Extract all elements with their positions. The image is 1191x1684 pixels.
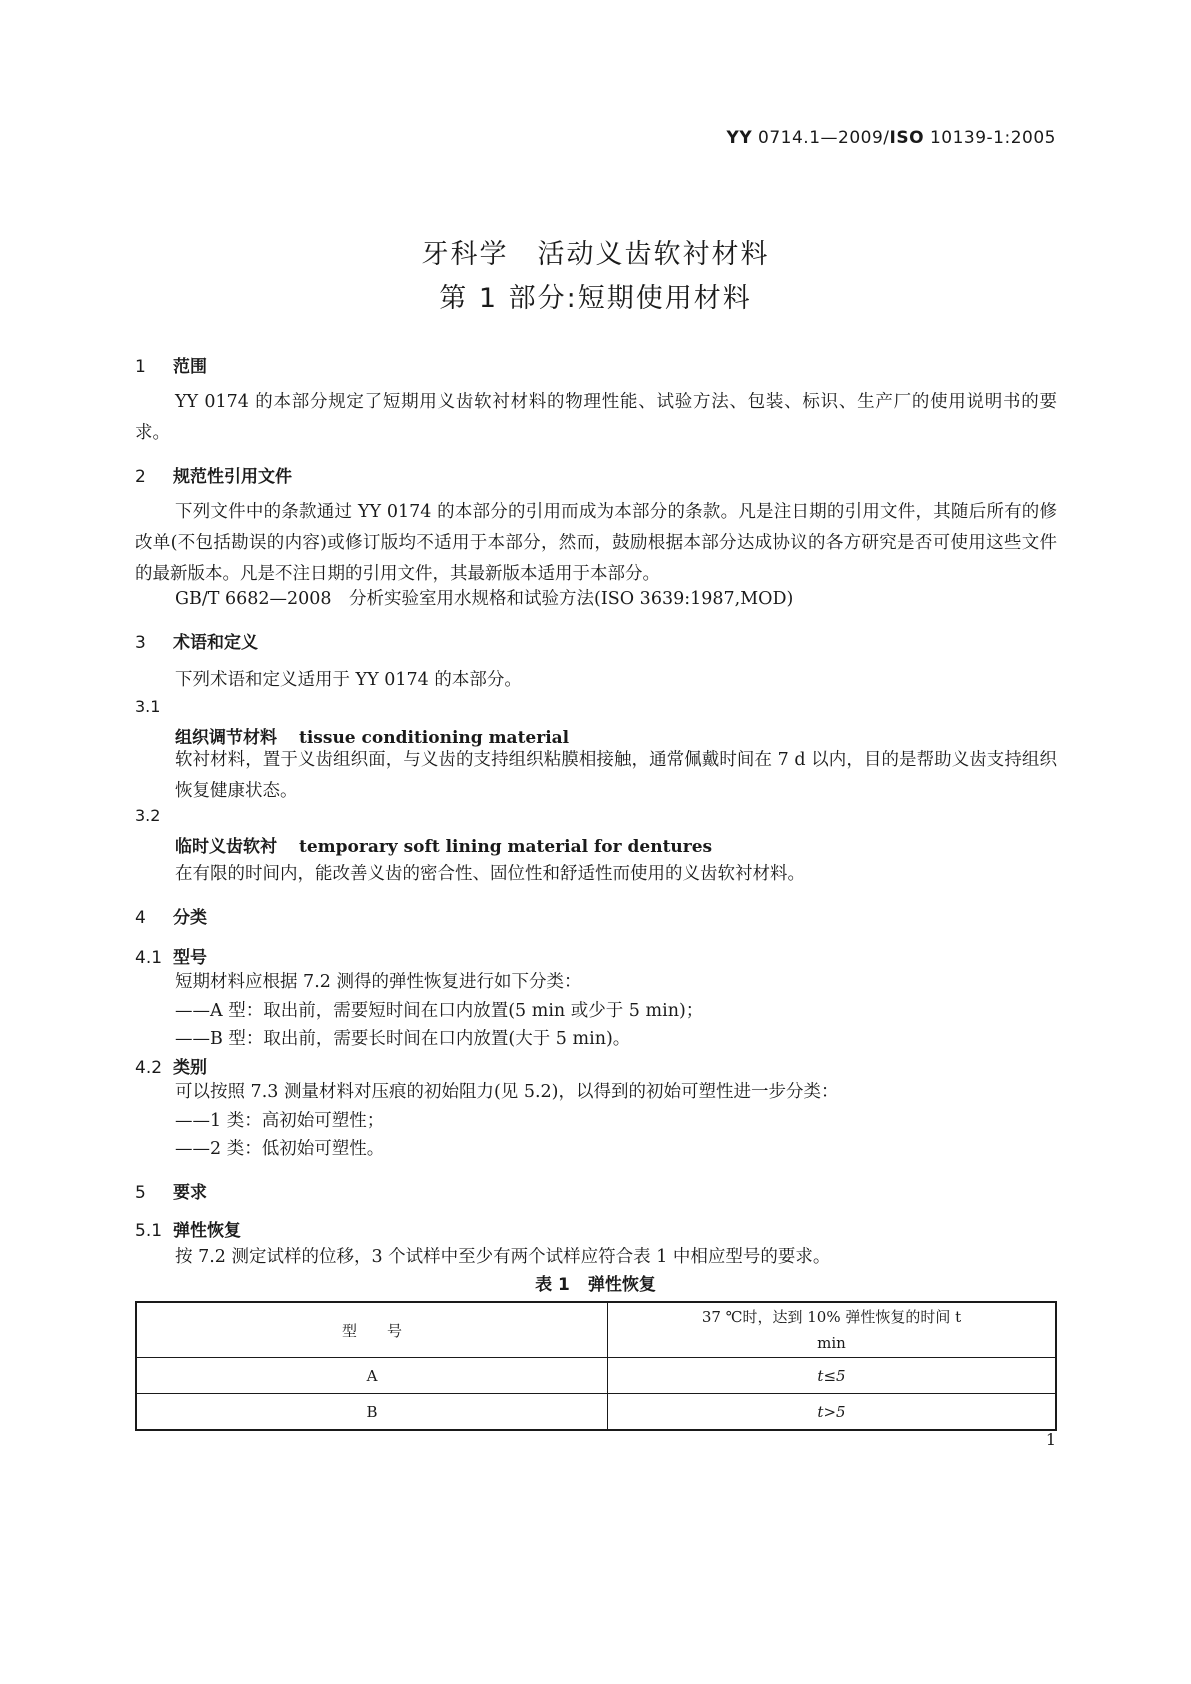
table-header-time-line1: 37 ℃时，达到 10% 弹性恢复的时间 t xyxy=(701,1308,962,1326)
table-header-type: 型 号 xyxy=(136,1302,608,1358)
term-3-2-number: 3.2 xyxy=(135,806,161,825)
section-1-heading xyxy=(135,352,207,377)
term-definition: 软衬材料，置于义齿组织面，与义齿的支持组织粘膜相接触，通常佩戴时间在 7 d 以内，目的是帮助义齿支持组织恢复健康状态。 xyxy=(175,750,1057,801)
normative-reference: GB/T 6682—2008 分析实验室用水规格和试验方法(ISO 3639:1987,MOD) xyxy=(175,589,794,609)
section-title: 类别 xyxy=(173,1058,207,1078)
section-number: 5.1 xyxy=(135,1221,163,1241)
section-number: 4.1 xyxy=(135,948,163,968)
document-title-line2: 第 1 部分:短期使用材料 xyxy=(439,283,752,314)
section-3-heading xyxy=(135,628,258,653)
section-number: 1 xyxy=(135,357,146,377)
term-en: tissue conditioning material xyxy=(299,728,570,748)
section-4-2-intro: 可以按照 7.3 测量材料对压痕的初始阻力(见 5.2)，以得到的初始可塑性进一步分类： xyxy=(175,1082,839,1102)
section-4-1-intro: 短期材料应根据 7.2 测得的弹性恢复进行如下分类： xyxy=(175,972,582,992)
table-header-row xyxy=(136,1302,1056,1358)
section-5-1-text: 按 7.2 测定试样的位移，3 个试样中至少有两个试样应符合表 1 中相应型号的要求。 xyxy=(175,1247,831,1267)
section-number: 5 xyxy=(135,1183,146,1203)
term-en: temporary soft lining material for dentures xyxy=(299,837,713,857)
section-title: 要求 xyxy=(173,1183,207,1203)
section-number: 4 xyxy=(135,908,146,928)
section-title: 范围 xyxy=(173,357,207,377)
section-1-paragraph: YY 0174 的本部分规定了短期用义齿软衬材料的物理性能、试验方法、包装、标识、生产厂的使用说明书的要求。 xyxy=(135,392,1057,443)
section-5-1-heading xyxy=(135,1216,241,1241)
section-number: 4.2 xyxy=(135,1058,163,1078)
section-4-heading xyxy=(135,903,207,928)
class-1-item: ——1 类：高初始可塑性； xyxy=(175,1111,385,1131)
class-2-item: ——2 类：低初始可塑性。 xyxy=(175,1139,385,1159)
code-tail: 10139-1:2005 xyxy=(929,128,1056,148)
code-mid: 0714.1—2009/ xyxy=(758,128,890,148)
term-3-2-definition: 在有限的时间内，能改善义齿的密合性、固位性和舒适性而使用的义齿软衬材料。 xyxy=(175,864,805,884)
term-3-1-number: 3.1 xyxy=(135,697,161,716)
elastic-recovery-table xyxy=(135,1301,1057,1431)
table-header-time-unit: min xyxy=(817,1334,846,1352)
section-4-1-heading xyxy=(135,943,207,968)
code-prefix: YY xyxy=(726,128,753,148)
section-title: 规范性引用文件 xyxy=(173,467,292,487)
table-cell-type: A xyxy=(136,1358,608,1394)
term-3-2 xyxy=(175,832,712,857)
table-cell-value: t≤5 xyxy=(608,1358,1057,1394)
section-title: 型号 xyxy=(173,948,207,968)
type-a-item: ——A 型：取出前，需要短时间在口内放置(5 min 或少于 5 min)； xyxy=(175,1001,704,1021)
page-number: 1 xyxy=(1045,1430,1056,1449)
standard-code xyxy=(727,128,1056,148)
section-4-2-heading xyxy=(135,1053,207,1078)
table-caption-number: 表 1 xyxy=(535,1275,570,1295)
table-row xyxy=(136,1358,1056,1394)
term-zh: 临时义齿软衬 xyxy=(175,837,277,857)
table-row xyxy=(136,1394,1056,1431)
table-header-time xyxy=(608,1302,1057,1358)
section-title: 弹性恢复 xyxy=(173,1221,241,1241)
section-title: 分类 xyxy=(173,908,207,928)
section-2-paragraph: 下列文件中的条款通过 YY 0174 的本部分的引用而成为本部分的条款。凡是注日期的引用文件，其随后所有的修改单(不包括勘误的内容)或修订版均不适用于本部分，然而，鼓励根据本部分达成协议的各方研究是否可使用这些文件的最新版本。凡是不注日期的引用文件，其最新版本适用于本部分。 xyxy=(135,502,1057,584)
table-cell-type: B xyxy=(136,1394,608,1431)
code-iso: ISO xyxy=(889,128,925,148)
section-2-heading xyxy=(135,462,292,487)
section-5-heading xyxy=(135,1178,207,1203)
section-number: 3 xyxy=(135,633,146,653)
section-title: 术语和定义 xyxy=(173,633,258,653)
table-caption-title: 弹性恢复 xyxy=(587,1275,656,1295)
table-1-caption xyxy=(0,1270,1191,1295)
section-3-intro: 下列术语和定义适用于 YY 0174 的本部分。 xyxy=(175,670,522,690)
term-3-1-definition xyxy=(175,745,1057,807)
type-b-item: ——B 型：取出前，需要长时间在口内放置(大于 5 min)。 xyxy=(175,1029,631,1049)
table-cell-value: t>5 xyxy=(608,1394,1057,1431)
document-title-line1: 牙科学 活动义齿软衬材料 xyxy=(421,239,770,270)
section-number: 2 xyxy=(135,467,146,487)
term-zh: 组织调节材料 xyxy=(175,728,277,748)
